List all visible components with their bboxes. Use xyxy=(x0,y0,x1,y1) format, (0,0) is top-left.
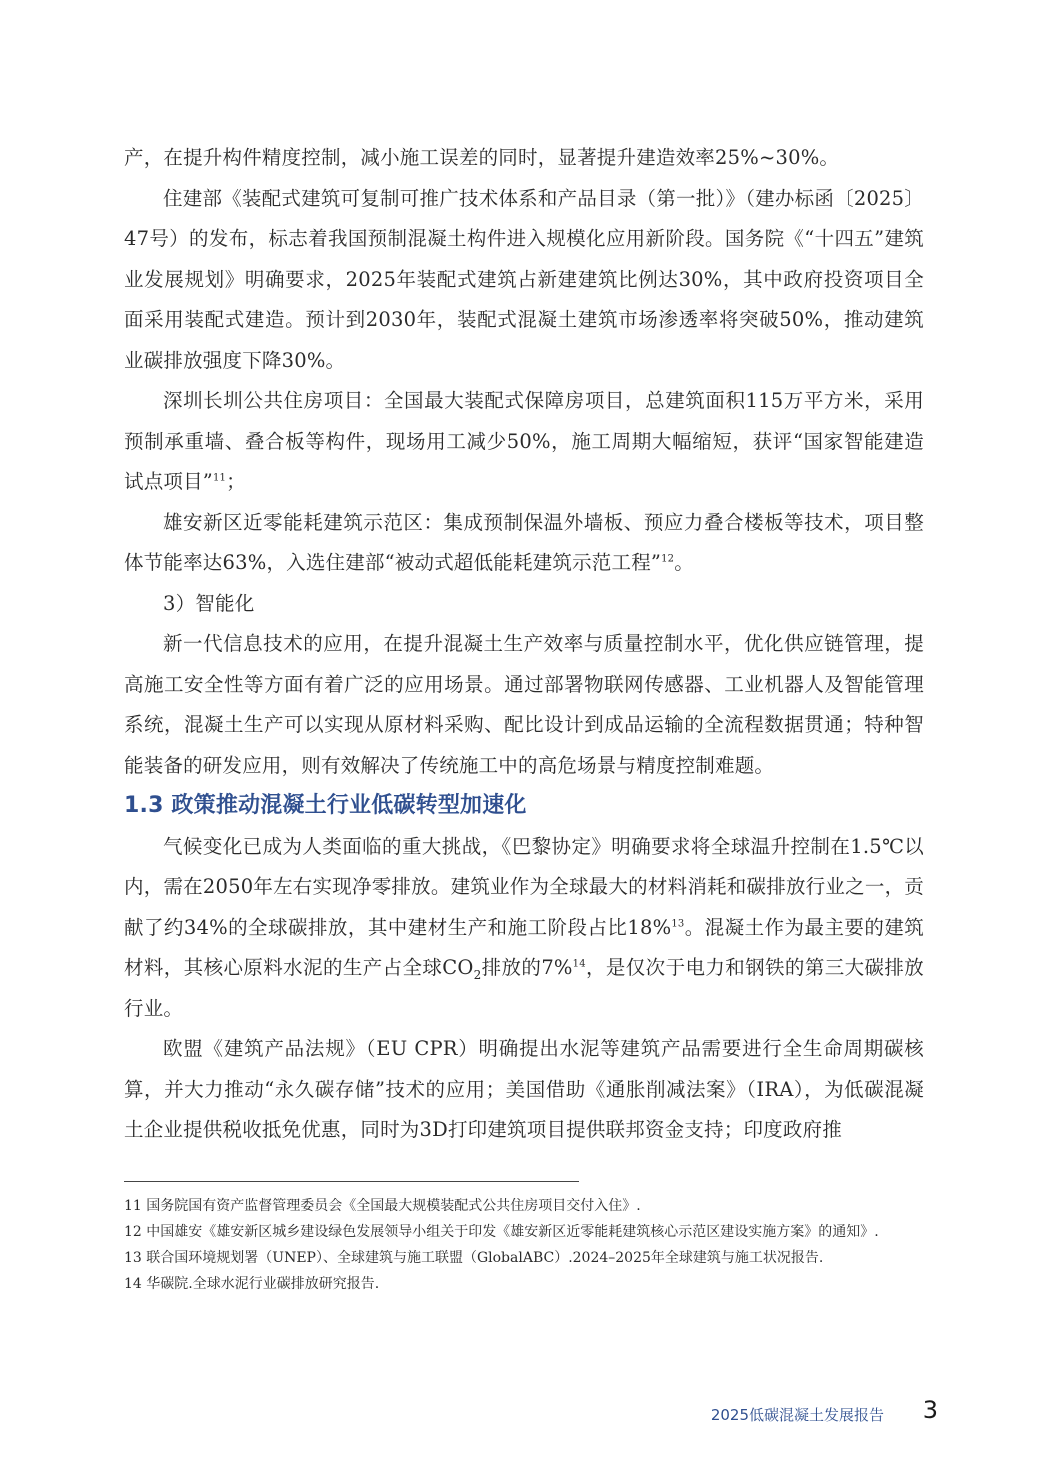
footnote-14: 14 华碳院.全球水泥行业碳排放研究报告. xyxy=(124,1276,380,1292)
paragraph-international-policy: 欧盟《建筑产品法规》（EU CPR）明确提出水泥等建筑产品需要进行全生命周期碳核算，并大力推动“永久碳存储”技术的应用；美国借助《通胀削减法案》（IRA），为低碳混凝土企业提供税收抵免优惠，同时为3D打印建筑项目提供联邦资金支持；印度政府推 xyxy=(124,1037,924,1141)
footnotes xyxy=(124,1193,924,1297)
footnote-ref-12[interactable]: 12 xyxy=(661,553,675,565)
paragraph-shenzhen-text: 深圳长圳公共住房项目：全国最大装配式保障房项目，总建筑面积115万平方米，采用预制承重墙、叠合板等构件，现场用工减少50%，施工周期大幅缩短，获评“国家智能建造试点项目” xyxy=(124,389,924,493)
subscript-2: 2 xyxy=(473,967,482,982)
footnote-ref-14[interactable]: 14 xyxy=(572,958,586,970)
footnote-ref-11[interactable]: 11 xyxy=(212,472,227,484)
paragraph-xiongan-text: 雄安新区近零能耗建筑示范区：集成预制保温外墙板、预应力叠合楼板等技术，项目整体节能率达63%，入选住建部“被动式超低能耗建筑示范工程” xyxy=(124,510,924,574)
subsection-label: 3）智能化 xyxy=(163,591,255,615)
body-text xyxy=(124,138,924,1151)
paragraph-shenzhen-project: 深圳长圳公共住房项目：全国最大装配式保障房项目，总建筑面积115万平方米，采用预制承重墙、叠合板等构件，现场用工减少50%，施工周期大幅缩短，获评“国家智能建造试点项目”$^{11}$； xyxy=(124,389,924,493)
page-number: 3 xyxy=(922,1396,938,1424)
footnote-ref-13[interactable]: 13 xyxy=(671,918,685,929)
paragraph-policy: 住建部《装配式建筑可复制可推广技术体系和产品目录（第一批）》（建办标函〔2025〕47号）的发布，标志着我国预制混凝土构件进入规模化应用新阶段。国务院《“十四五”建筑业发展规划》明确要求，2025年装配式建筑占新建建筑比例达30%，其中政府投资项目全面采用装配式建造。预计到2030年，装配式混凝土建筑市场渗透率将突破50%，推动建筑业碳排放强度下降30%。 xyxy=(124,186,924,372)
paragraph-continuation: 产，在提升构件精度控制，减小施工误差的同时，显著提升建造效率25%~30%。 xyxy=(124,146,840,169)
footer-report-title: 2025低碳混凝土发展报告 xyxy=(710,1406,884,1424)
paragraph-intelligent: 新一代信息技术的应用，在提升混凝土生产效率与质量控制水平，优化供应链管理，提高施工安全性等方面有着广泛的应用场景。通过部署物联网传感器、工业机器人及智能管理系统，混凝土生产可以实现从原材料采购、配比设计到成品运输的全流程数据贯通；特种智能装备的研发应用，则有效解决了传统施工中的高危场景与精度控制难题。 xyxy=(124,632,924,777)
paragraph-climate: 气候变化已成为人类面临的重大挑战，《巴黎协定》明确要求将全球温升控制在1.5℃以内，需在2050年左右实现净零排放。建筑业作为全球最大的材料消耗和碳排放行业之一，贡献了约34%的全球碳排放，其中建材生产和施工阶段占比18%$^{13}$。混凝土作为最主要的建筑材料，其核心原料水泥的生产占全球$CO_2$排放的7%$^{14}$，是仅次于电力和钢铁的第三大碳排放行业。 xyxy=(124,834,924,1020)
footnote-12: 12 中国雄安《雄安新区城乡建设绿色发展领导小组关于印发《雄安新区近零能耗建筑核心示范区建设实施方案》的通知》. xyxy=(124,1224,879,1240)
section-heading: 1.3 政策推动混凝土行业低碳转型加速化 xyxy=(124,793,527,818)
footnote-divider xyxy=(124,1181,579,1182)
paragraph-xiongan-project: 雄安新区近零能耗建筑示范区：集成预制保温外墙板、预应力叠合楼板等技术，项目整体节能率达63%，入选住建部“被动式超低能耗建筑示范工程”$^{12}$。 xyxy=(124,510,924,574)
footnote-11: 11 国务院国有资产监督管理委员会《全国最大规模装配式公共住房项目交付入住》. xyxy=(124,1198,641,1214)
footnote-13: 13 联合国环境规划署（UNEP）、全球建筑与施工联盟（GlobalABC）.2024–2025年全球建筑与施工状况报告. xyxy=(124,1250,824,1266)
